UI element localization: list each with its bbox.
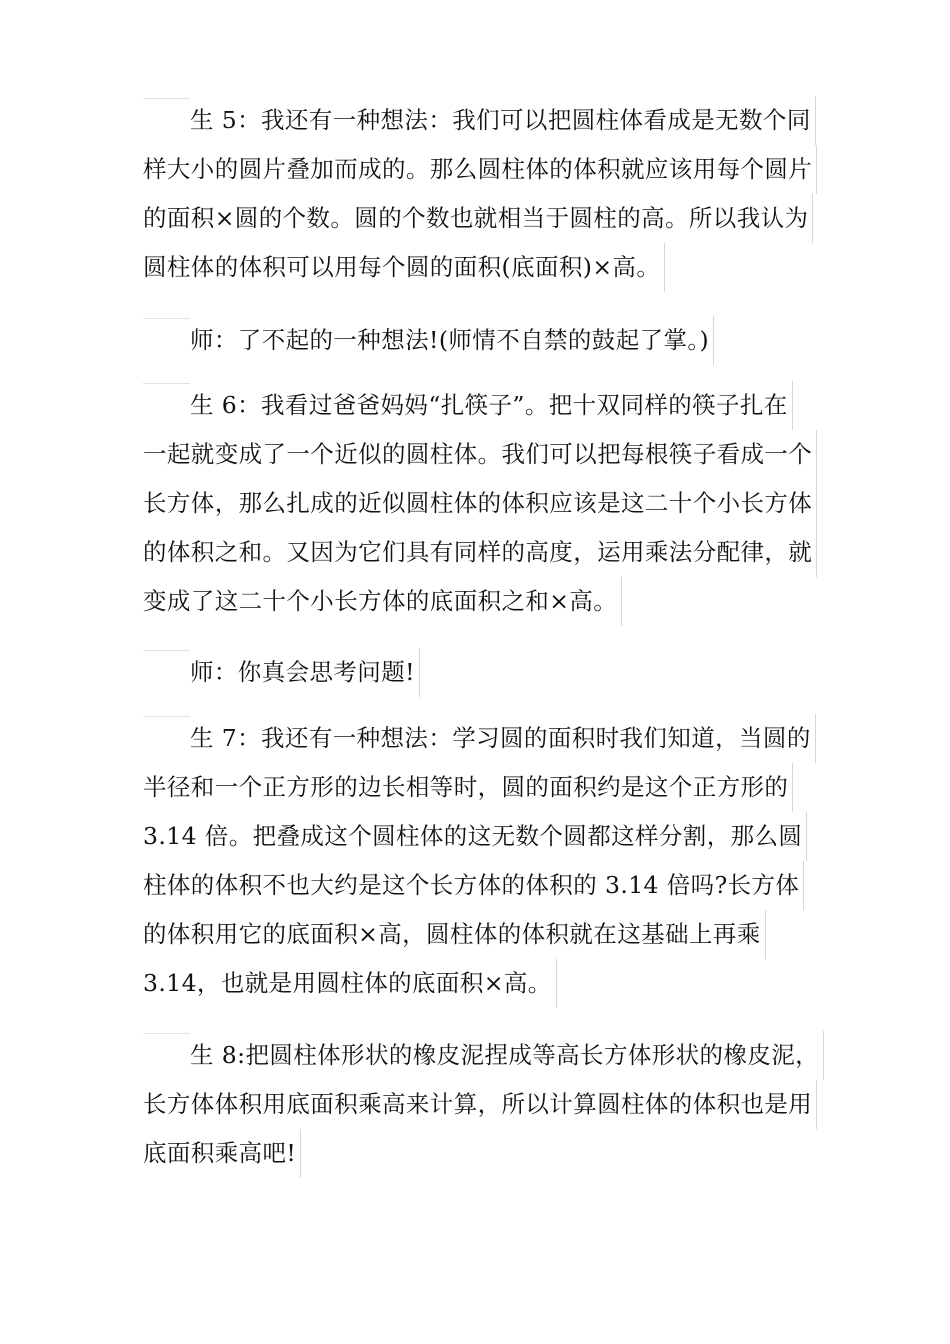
text-line: 长方体体积用底面积乘高来计算，所以计算圆柱体的体积也是用 [143,1080,823,1129]
text-line: 底面积乘高吧! [143,1129,823,1178]
paragraph-student-8 [143,1031,823,1178]
paragraph-teacher-2 [143,648,823,697]
text-line: 样大小的圆片叠加而成的。那么圆柱体的体积就应该用每个圆片 [143,145,823,194]
text-line: 生 5：我还有一种想法：我们可以把圆柱体看成是无数个同 [143,96,823,145]
text-line: 生 7：我还有一种想法：学习圆的面积时我们知道，当圆的 [143,714,823,763]
text-line: 师：你真会思考问题! [143,648,823,697]
text-line: 的面积×圆的个数。圆的个数也就相当于圆柱的高。所以我认为 [143,194,823,243]
text-line: 生 8:把圆柱体形状的橡皮泥捏成等高长方体形状的橡皮泥， [143,1031,823,1080]
text-line: 一起就变成了一个近似的圆柱体。我们可以把每根筷子看成一个 [143,430,823,479]
text-line: 3.14 倍。把叠成这个圆柱体的这无数个圆都这样分割，那么圆 [143,812,823,861]
text-line: 变成了这二十个小长方体的底面积之和×高。 [143,577,823,626]
text-line: 师：了不起的一种想法!(师情不自禁的鼓起了掌。) [143,316,823,365]
text-line: 的体积用它的底面积×高，圆柱体的体积就在这基础上再乘 [143,910,823,959]
paragraph-student-5 [143,96,823,292]
text-line: 生 6：我看过爸爸妈妈“扎筷子”。把十双同样的筷子扎在 [143,381,823,430]
text-line: 的体积之和。又因为它们具有同样的高度，运用乘法分配律，就 [143,528,823,577]
paragraph-student-6 [143,381,823,626]
paragraph-teacher-1 [143,316,823,365]
text-line: 圆柱体的体积可以用每个圆的面积(底面积)×高。 [143,243,823,292]
text-line: 半径和一个正方形的边长相等时，圆的面积约是这个正方形的 [143,763,823,812]
text-line: 长方体，那么扎成的近似圆柱体的体积应该是这二十个小长方体 [143,479,823,528]
paragraph-student-7 [143,714,823,1008]
text-line: 3.14，也就是用圆柱体的底面积×高。 [143,959,823,1008]
text-line: 柱体的体积不也大约是这个长方体的体积的 3.14 倍吗?长方体 [143,861,823,910]
